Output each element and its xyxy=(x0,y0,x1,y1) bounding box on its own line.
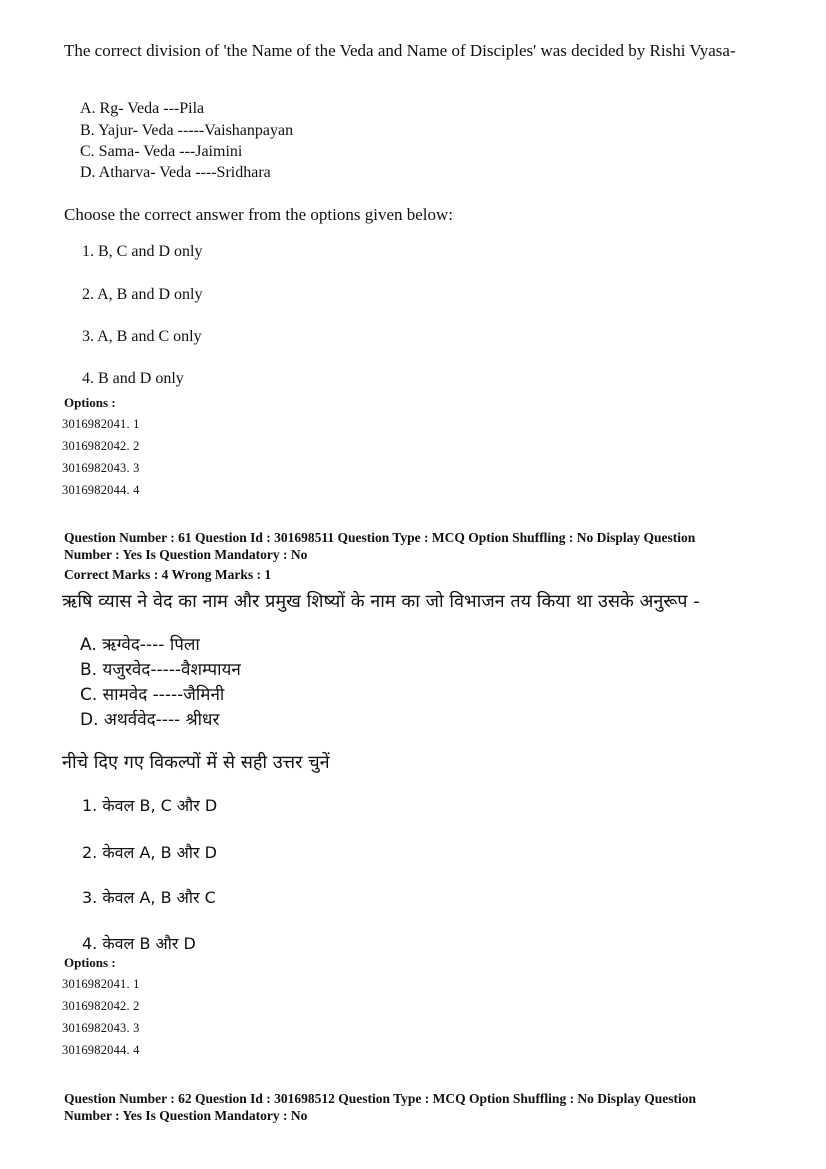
option-id-61-4: 3016982044. 4 xyxy=(62,1043,140,1057)
option-id-61-3: 3016982043. 3 xyxy=(62,1021,140,1035)
instruction-en: Choose the correct answer from the options given below: xyxy=(64,205,454,224)
choice-4-hi: 4. केवल B और D xyxy=(82,934,196,953)
statement-b-en: B. Yajur- Veda -----Vaishanpayan xyxy=(80,122,294,139)
question-61-meta xyxy=(64,529,764,563)
option-id-4: 3016982044. 4 xyxy=(62,483,140,497)
statement-a-en: A. Rg- Veda ---Pila xyxy=(80,100,205,117)
choice-3-hi: 3. केवल A, B और C xyxy=(82,888,216,907)
choice-4-en: 4. B and D only xyxy=(82,370,184,387)
option-id-61-2: 3016982042. 2 xyxy=(62,999,140,1013)
statement-c-en: C. Sama- Veda ---Jaimini xyxy=(80,143,243,160)
instruction-hi: नीचे दिए गए विकल्पों में से सही उत्तर चुनें xyxy=(62,752,330,773)
choice-2-hi: 2. केवल A, B और D xyxy=(82,843,217,862)
option-id-1: 3016982041. 1 xyxy=(62,417,140,431)
option-id-61-1: 3016982041. 1 xyxy=(62,977,140,991)
statement-c-hi: C. सामवेद -----जैमिनी xyxy=(80,685,225,705)
question-62-meta-line2: Number : Yes Is Question Mandatory : No xyxy=(64,1108,308,1123)
options-label-61: Options : xyxy=(64,955,116,970)
choice-2-en: 2. A, B and D only xyxy=(82,286,203,303)
question-61-meta-line2: Number : Yes Is Question Mandatory : No xyxy=(64,547,308,562)
statement-d-en: D. Atharva- Veda ----Sridhara xyxy=(80,164,271,181)
question-text-hi: ऋषि व्यास ने वेद का नाम और प्रमुख शिष्यों के नाम का जो विभाजन तय किया था उसके अनुरूप - xyxy=(62,591,700,612)
question-61-meta-line1: Question Number : 61 Question Id : 301698511 Question Type : MCQ Option Shuffling : No Display Question xyxy=(64,530,696,545)
question-text-en: The correct division of 'the Name of the Veda and Name of Disciples' was decided by Rishi Vyasa- xyxy=(64,41,736,60)
statement-a-hi: A. ऋग्वेद---- पिला xyxy=(80,635,200,655)
question-62-meta-line1: Question Number : 62 Question Id : 301698512 Question Type : MCQ Option Shuffling : No Display Question xyxy=(64,1091,696,1106)
option-id-3: 3016982043. 3 xyxy=(62,461,140,475)
statement-d-hi: D. अथर्ववेद---- श्रीधर xyxy=(80,710,220,730)
statement-b-hi: B. यजुरवेद-----वैशम्पायन xyxy=(80,660,241,680)
choice-1-hi: 1. केवल B, C और D xyxy=(82,796,218,815)
question-62-meta xyxy=(64,1090,764,1124)
choice-3-en: 3. A, B and C only xyxy=(82,328,202,345)
options-label: Options : xyxy=(64,395,116,410)
choice-1-en: 1. B, C and D only xyxy=(82,243,203,260)
question-61-marks: Correct Marks : 4 Wrong Marks : 1 xyxy=(64,567,272,582)
option-id-2: 3016982042. 2 xyxy=(62,439,140,453)
